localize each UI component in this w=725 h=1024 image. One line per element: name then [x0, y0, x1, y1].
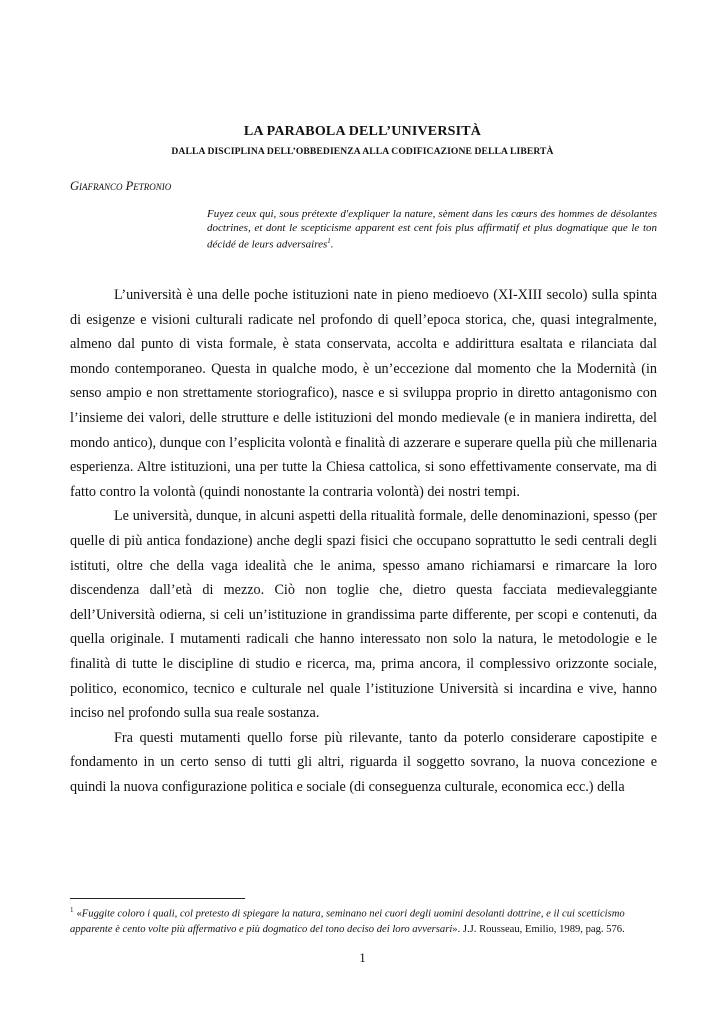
- footnote-quote-close: ».: [452, 923, 463, 935]
- footnote-separator: [70, 898, 245, 899]
- footnote: [70, 903, 657, 937]
- footnote-reference[interactable]: 1: [327, 237, 331, 246]
- paragraph-1: L’università è una delle poche istituzioni nate in pieno medioevo (XI-XIII secolo) sulla spinta di esigenze e visioni culturali radicate nel profondo di quell’epoca storica, che, quasi integralmente, almeno dal punto di vista formale, è stata conservata, accolta e addirittura esaltata e rilanciata dal mondo contemporaneo. Questa in qualche modo, è un’eccezione dal momento che la Modernità (in senso ampio e non strettamente storiografico), nasce e si sviluppa proprio in diretto antagonismo con l’insieme dei valori, delle strutture e delle istituzioni del mondo medievale (e in maniera indiretta, del mondo antico), dunque con l’esplicita volontà e finalità di azzerare e superare quella più che millenaria esperienza. Altre istituzioni, una per tutte la Chiesa cattolica, si sono effettivamente conservate, ma di fatto contro la volontà (quindi nonostante la contraria volontà) dei nostri tempi.: [70, 287, 657, 500]
- footnote-quote: Fuggite coloro i quali, col pretesto di spiegare la natura, seminano nei cuori degli uomini desolanti dottrine, e il cui scetticismo apparente è cento volte più affermativo e più dogmatico del tono deciso dei loro avversari: [70, 908, 625, 935]
- footnote-marker: 1: [70, 906, 74, 914]
- body-text: [70, 283, 657, 799]
- paragraph-2: Le università, dunque, in alcuni aspetti della ritualità formale, delle denominazioni, spesso (per quelle di più antica fondazione) anche degli spazi fisici che occupano soprattutto le sedi centrali degli istituti, oltre che della vaga idealità che le anima, spesso amano richiamarsi e rimarcare la loro discendenza dall’età di mezzo. Ciò non toglie che, dietro questa facciata medievaleggiante dell’Università odierna, si celi un’istituzione in grandissima parte differente, per scopi e contenuti, da quella originale. I mutamenti radicali che hanno interessato non solo la natura, le metodologie e le finalità di tutte le discipline di studio e ricerca, ma, prima ancora, il complessivo orizzonte sociale, politico, economico, tecnico e culturale nel quale l’istituzione Università si incardina e vive, hanno inciso nel profondo sulla sua reale sostanza.: [70, 508, 657, 722]
- footnote-quote-open: «: [76, 908, 82, 920]
- footnote-source: J.J. Rousseau, Emilio, 1989, pag. 576.: [462, 923, 625, 935]
- epigraph-text: Fuyez ceux qui, sous prétexte d'expliquer la nature, sèment dans les cœurs des hommes de désolantes doctrines, et dont le scepticisme apparent est cent fois plus affirmatif et plus dogmatique que le ton décidé de leurs adversaires: [207, 208, 657, 251]
- document-title: LA PARABOLA DELL’UNIVERSITÀ: [243, 124, 482, 139]
- epigraph-trailing: .: [330, 238, 334, 251]
- document-subtitle: DALLA DISCIPLINA DELL’OBBEDIENZA ALLA CODIFICAZIONE DELLA LIBERTÀ: [171, 146, 554, 157]
- epigraph: [207, 208, 657, 252]
- author-name: Giafranco Petronio: [70, 179, 172, 193]
- paragraph-3: Fra questi mutamenti quello forse più rilevante, tanto da poterlo considerare capostipite e fondamento in un certo senso di tutti gli altri, riguarda il soggetto sovrano, la nuova concezione e quindi la nuova configurazione politica e sociale (di conseguenza culturale, economica ecc.) della: [70, 729, 657, 795]
- page-number: 1: [359, 950, 366, 965]
